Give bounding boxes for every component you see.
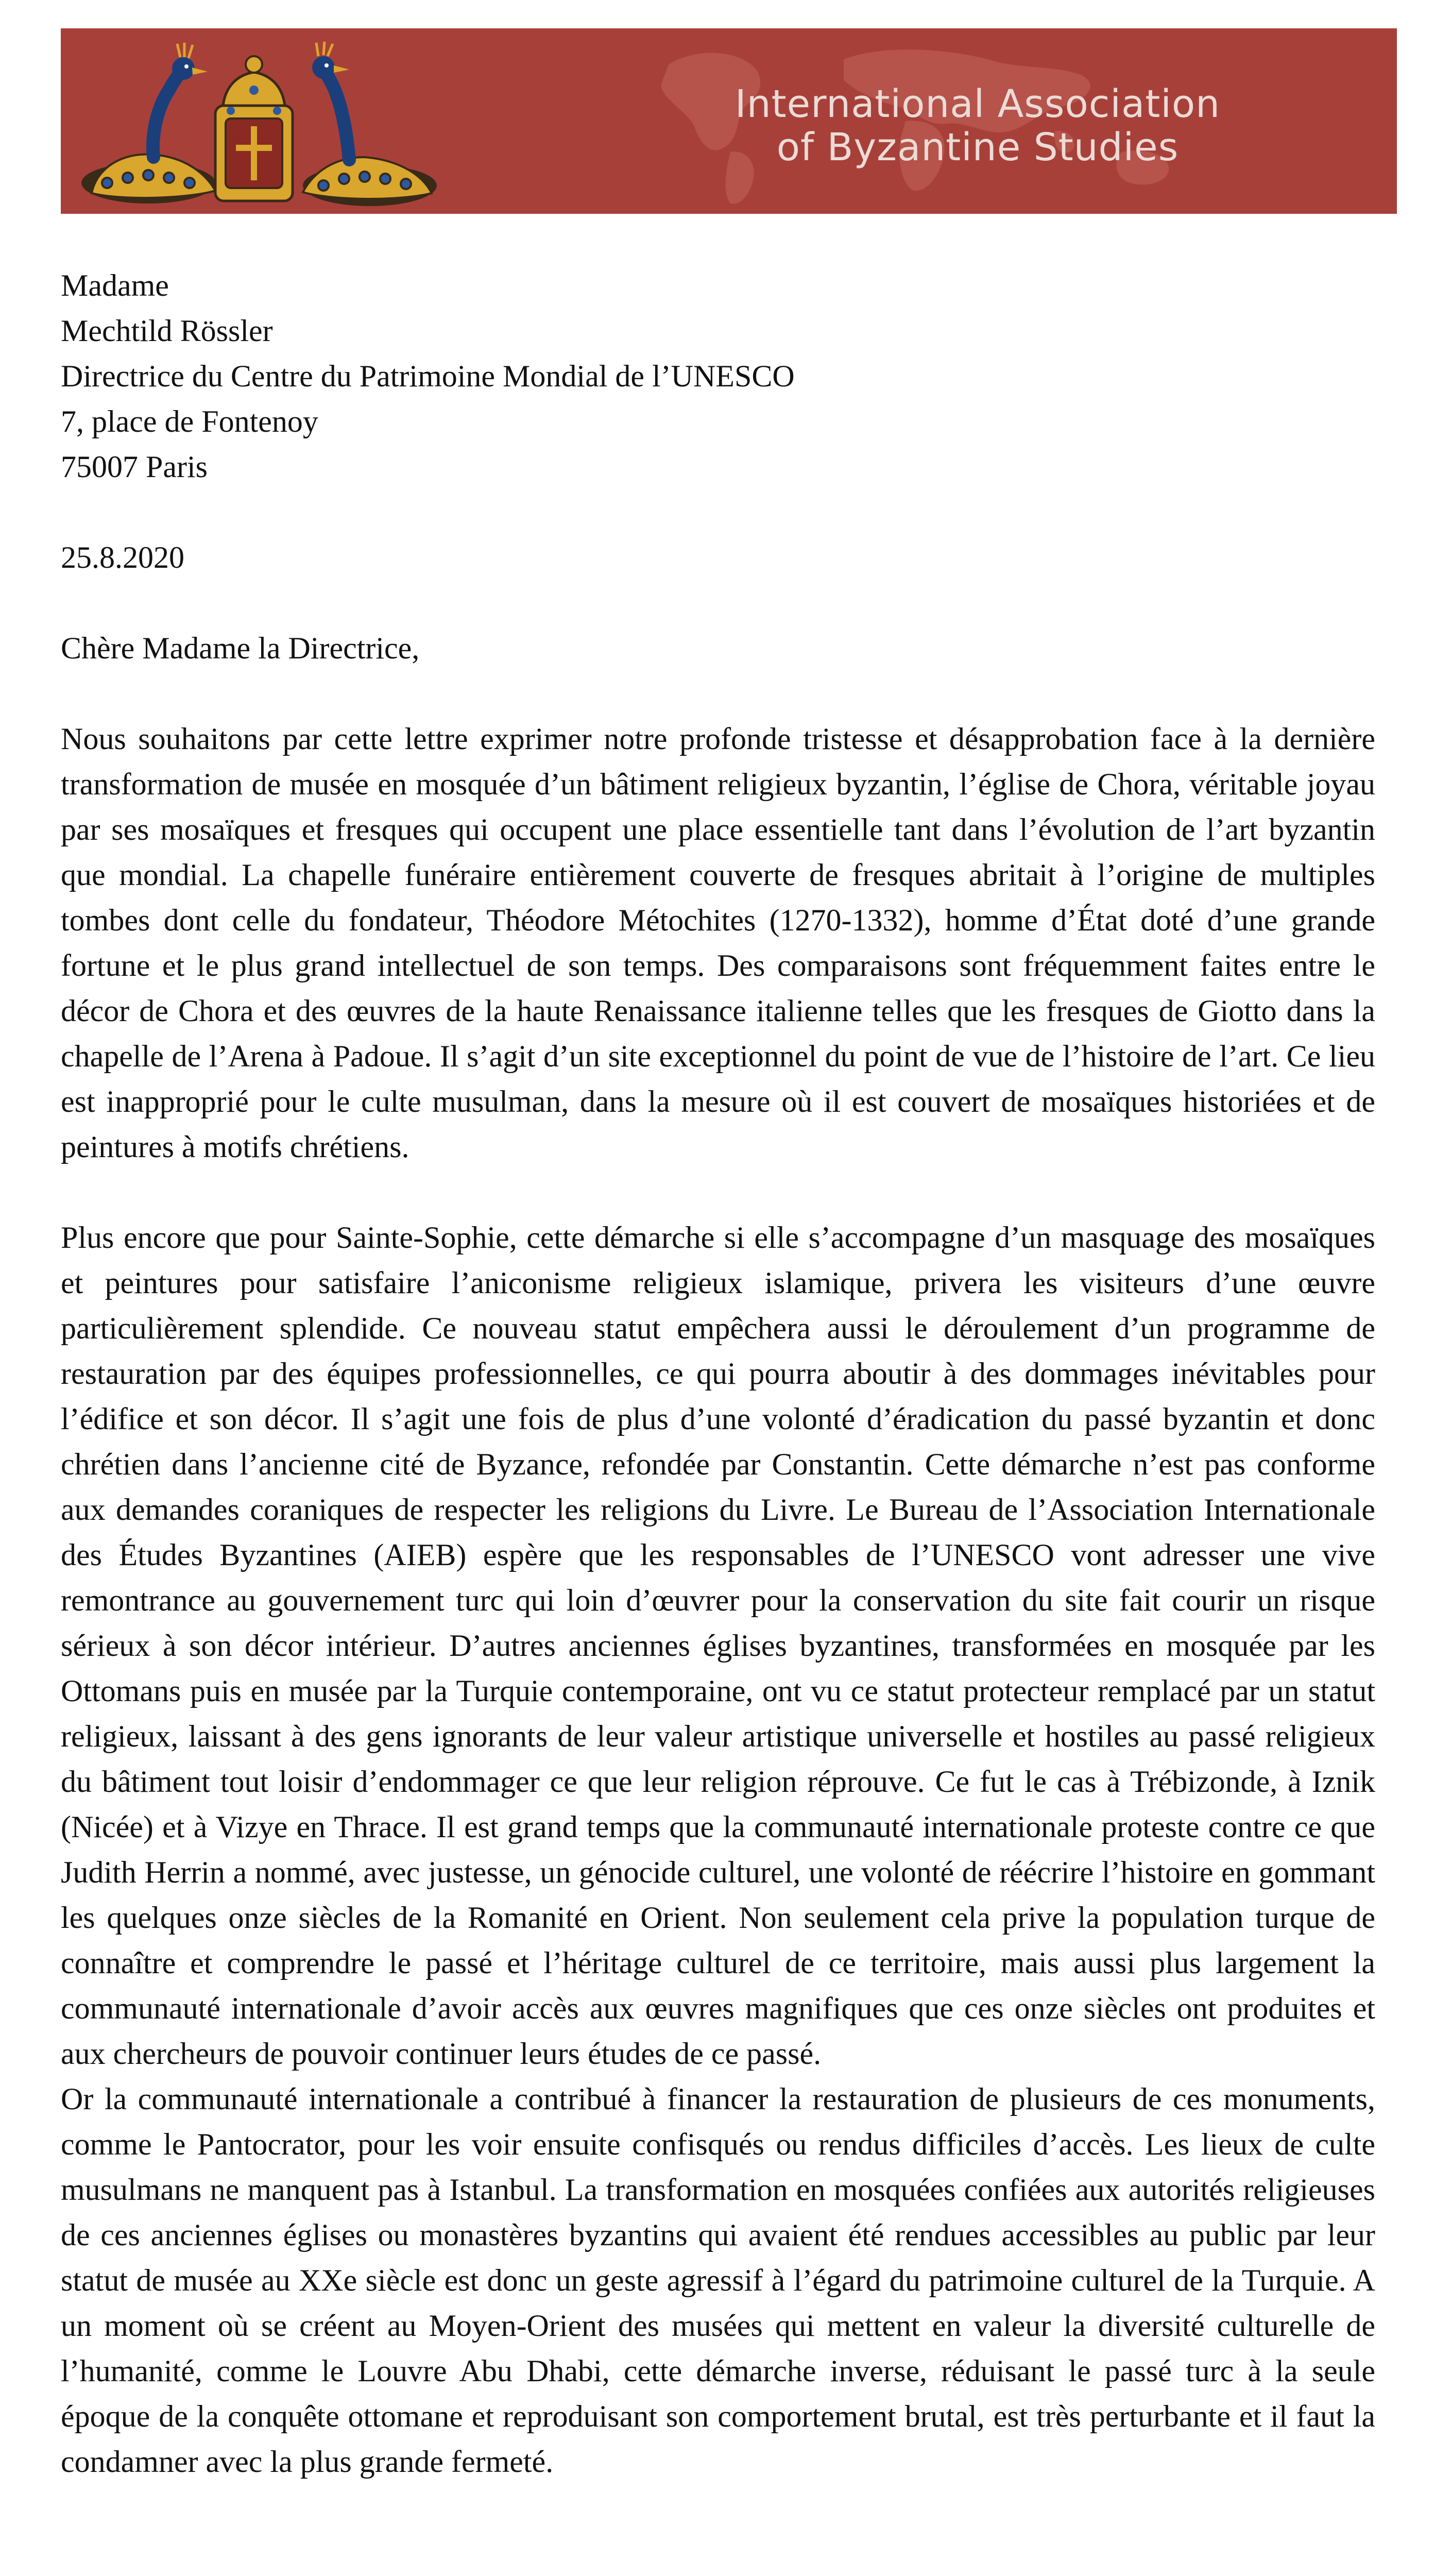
recipient-name: Mechtild Rӧssler <box>61 314 273 348</box>
association-name <box>653 82 1302 169</box>
association-name-line1: International Association <box>734 82 1221 126</box>
recipient-city: 75007 Paris <box>61 450 208 484</box>
letterhead-banner <box>61 28 1397 214</box>
salutation: Chère Madame la Directrice, <box>61 631 420 665</box>
recipient-title: Madame <box>61 268 169 302</box>
paragraph-2: Plus encore que pour Sainte-Sophie, cette démarche si elle s’accompagne d’un masquage des mosaïques et peintures pour satisfaire l’aniconisme religieux islamique, privera les visiteurs d’une œuvre particulièrement splendide. Ce nouveau statut empêchera aussi le déroulement d’un programme de restauration par des équipes professionnelles, ce qui pourra aboutir à des dommages inévitables pour l’édifice et son décor. Il s’agit une fois de plus d’une volonté d’éradication du passé byzantin et donc chrétien dans l’ancienne cité de Byzance, refondée par Constantin. Cette démarche n’est pas conforme aux demandes coraniques de respecter les religions du Livre. Le Bureau de l’Association Internationale des Études Byzantines (AIEB) espère que les responsables de l’UNESCO vont adresser une vive remontrance au gouvernement turc qui loin d’œuvrer pour la conservation du site fait courir un risque sérieux à son décor intérieur. D’autres anciennes églises byzantines, transformées en mosquée par les Ottomans puis en musée par la Turquie contemporaine, ont vu ce statut protecteur remplacé par un statut religieux, laissant à des gens ignorants de leur valeur artistique universelle et hostiles au passé religieux du bâtiment tout loisir d’endommager ce que leur religion réprouve. Ce fut le cas à Trébizonde, à Iznik (Nicée) et à Vizye en Thrace. Il est grand temps que la communauté internationale proteste contre ce que Judith Herrin a nommé, avec justesse, un génocide culturel, une volonté de réécrire l’histoire en gommant les quelques onze siècles de la Romanité en Orient. Non seulement cela prive la population turque de connaître et comprendre le passé et l’héritage culturel de ce territoire, mais aussi plus largement la communauté internationale d’avoir accès aux œuvres magnifiques que ces onze siècles ont produites et aux chercheurs de pouvoir continuer leurs études de ce passé. <box>61 1221 1375 2071</box>
left-peacock-icon <box>81 43 215 204</box>
recipient-address <box>61 263 1375 489</box>
peacock-emblem <box>61 28 452 214</box>
right-peacock-icon <box>303 42 437 206</box>
letter-body <box>61 263 1375 2484</box>
letter-date: 25.8.2020 <box>61 540 184 574</box>
crown-cross-icon <box>215 56 293 201</box>
recipient-position: Directrice du Centre du Patrimoine Mondial de l’UNESCO <box>61 359 795 393</box>
paragraph-3: Or la communauté internationale a contribué à financer la restauration de plusieurs de ces monuments, comme le Pantocrator, pour les voir ensuite confisqués ou rendus difficiles d’accès. Les lieux de culte musulmans ne manquent pas à Istanbul. La transformation en mosquées confiées aux autorités religieuses de ces anciennes églises ou monastères byzantins qui avaient été rendues accessibles au public par leur statut de musée au XXe siècle est donc un geste agressif à l’égard du patrimoine culturel de la Turquie. A un moment où se créent au Moyen-Orient des musées qui mettent en valeur la diversité culturelle de l’humanité, comme le Louvre Abu Dhabi, cette démarche inverse, réduisant le passé turc à la seule époque de la conquête ottomane et reproduisant son comportement brutal, est très perturbante et il faut la condamner avec la plus grande fermeté. <box>61 2082 1375 2479</box>
paragraph-1: Nous souhaitons par cette lettre exprimer notre profonde tristesse et désapprobation face à la dernière transformation de musée en mosquée d’un bâtiment religieux byzantin, l’église de Chora, véritable joyau par ses mosaïques et fresques qui occupent une place essentielle tant dans l’évolution de l’art byzantin que mondial. La chapelle funéraire entièrement couverte de fresques abritait à l’origine de multiples tombes dont celle du fondateur, Théodore Métochites (1270-1332), homme d’État doté d’une grande fortune et le plus grand intellectuel de son temps. Des comparaisons sont fréquemment faites entre le décor de Chora et des œuvres de la haute Renaissance italienne telles que les fresques de Giotto dans la chapelle de l’Arena à Padoue. Il s’agit d’un site exceptionnel du point de vue de l’histoire de l’art. Ce lieu est inapproprié pour le culte musulman, dans la mesure où il est couvert de mosaïques historiées et de peintures à motifs chrétiens. <box>61 722 1375 1164</box>
association-name-line2: of Byzantine Studies <box>776 125 1179 170</box>
recipient-street: 7, place de Fontenoy <box>61 404 318 438</box>
